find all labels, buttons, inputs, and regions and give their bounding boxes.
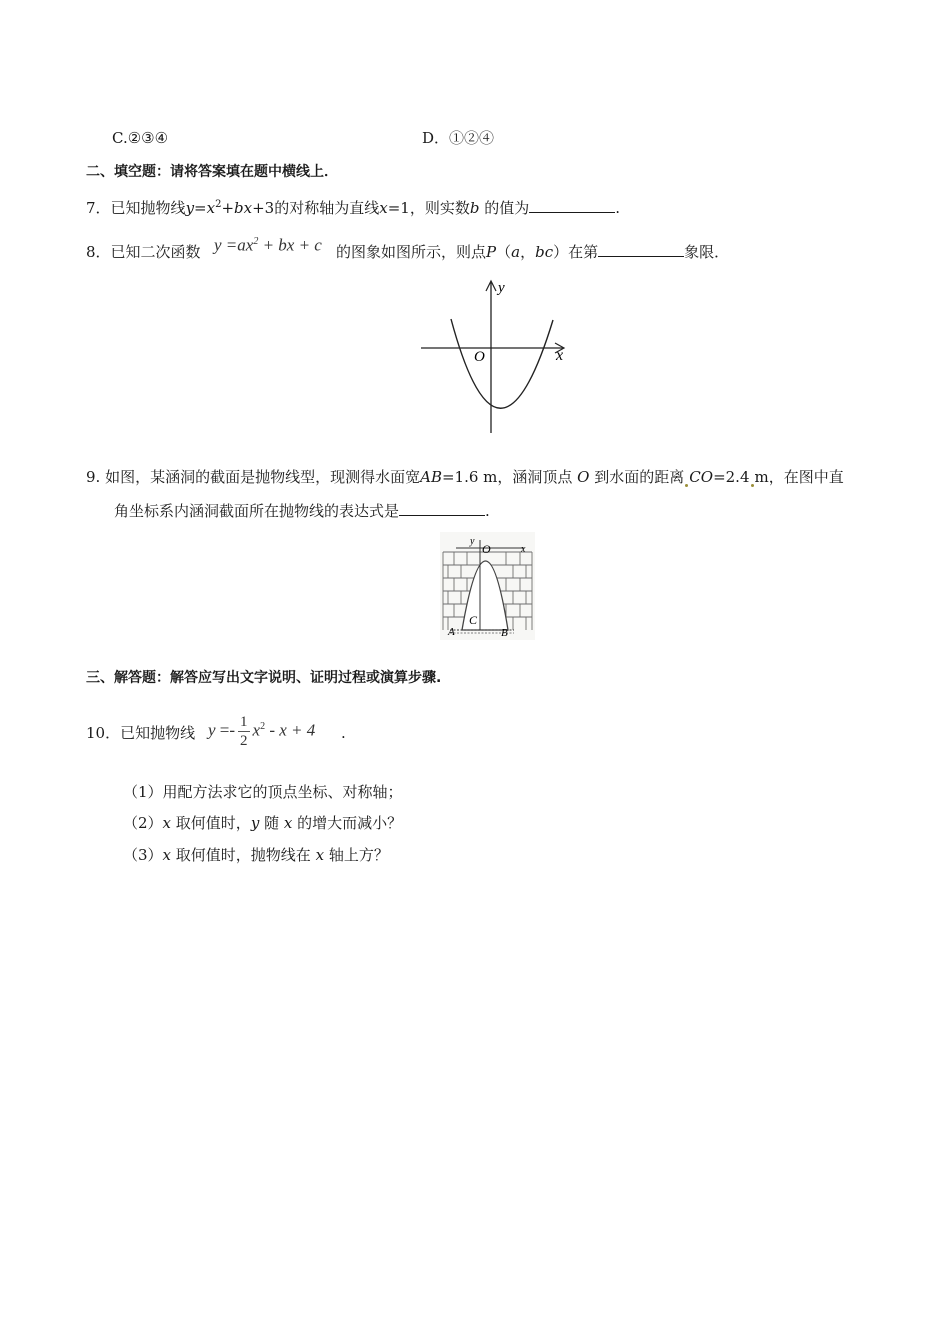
q10-formula-sup: 2 bbox=[260, 721, 266, 732]
option-d bbox=[422, 128, 494, 148]
graph-y-label: y bbox=[498, 280, 505, 296]
q7-text-a: 已知抛物线 bbox=[110, 199, 186, 217]
q7-text-b: 的对称轴为直线 bbox=[274, 199, 380, 217]
q10-sub3-a: （3） bbox=[123, 846, 163, 864]
q10-number: 10． bbox=[86, 724, 121, 742]
culvert-y-label: y bbox=[470, 536, 475, 547]
q10-sub2-d: 的增大而减小？ bbox=[297, 814, 403, 832]
question-10 bbox=[86, 723, 195, 743]
q10-formula-x: x bbox=[252, 720, 261, 740]
question-9-line-2 bbox=[114, 501, 490, 521]
graph-origin-label: O bbox=[474, 349, 485, 365]
q9-line2: 角坐标系内涵洞截面所在抛物线的表达式是 bbox=[114, 502, 400, 520]
q10-formula bbox=[208, 707, 316, 750]
culvert-x-label: x bbox=[521, 544, 526, 555]
q10-fraction-numerator: 1 bbox=[240, 714, 248, 731]
parabola-curve bbox=[451, 319, 553, 408]
option-c-text: ②③④ bbox=[127, 129, 169, 147]
q7-answer-blank[interactable] bbox=[529, 198, 615, 213]
option-c-label: C. bbox=[112, 129, 128, 147]
graph-x-label: x bbox=[556, 347, 564, 364]
q8-answer-blank[interactable] bbox=[598, 242, 684, 257]
section-3-title: 三、解答题：解答应写出文字说明、证明过程或演算步骤. bbox=[86, 670, 442, 686]
q9-line1-b: =1.6 m，涵洞顶点 bbox=[441, 468, 573, 486]
q9-line2-end: . bbox=[485, 502, 490, 520]
q10-sub-1: （1）用配方法求它的顶点坐标、对称轴； bbox=[123, 783, 403, 801]
q9-number: 9. bbox=[86, 468, 101, 486]
q10-formula-y: y bbox=[208, 720, 216, 740]
q9-line1-e: m，在图中直 bbox=[754, 468, 844, 486]
q10-sub-3: （3）x 取何值时，抛物线在 x 轴上方？ bbox=[123, 846, 389, 864]
question-8 bbox=[86, 242, 201, 262]
q10-formula-rest: - x + 4 bbox=[269, 720, 316, 740]
q10-sub2-c: 随 bbox=[264, 814, 280, 832]
q8-parabola-graph bbox=[415, 275, 575, 437]
q7-end: . bbox=[615, 199, 621, 217]
q9-line1-d: =2.4 bbox=[713, 468, 750, 486]
q10-sub-2: （2）x 取何值时，y 随 x 的增大而减小？ bbox=[123, 814, 403, 832]
q10-end: . bbox=[341, 724, 346, 742]
q8-text-a: 已知二次函数 bbox=[110, 243, 201, 261]
question-7: 7．已知抛物线$y=x^2+bx+3$的对称轴为直线x=1，则实数b 的值为 . bbox=[86, 199, 621, 217]
culvert-a-label: A bbox=[448, 626, 455, 638]
culvert-c-label: C bbox=[469, 613, 478, 627]
q8-text-rest: 的图象如图所示，则点P（a，bc）在第 象限． bbox=[336, 243, 730, 261]
q7-text-c: ，则实数 bbox=[409, 199, 470, 217]
section-2-title: 二、填空题：请将答案填在题中横线上． bbox=[86, 164, 338, 180]
q8-text-c: 在第 bbox=[568, 243, 599, 261]
q9-answer-blank[interactable] bbox=[399, 501, 485, 516]
option-c bbox=[112, 128, 168, 148]
culvert-o-label: O bbox=[482, 542, 491, 556]
q8-text-b: 的图象如图所示，则点 bbox=[336, 243, 487, 261]
q10-sub3-c: 轴上方？ bbox=[328, 846, 389, 864]
q9-line1-c: 到水面的距离 bbox=[594, 468, 685, 486]
option-d-text: ①②④ bbox=[449, 129, 495, 147]
q10-fraction-denominator: 2 bbox=[240, 733, 248, 750]
q7-text-d: 的值为 bbox=[484, 199, 530, 217]
q10-sub3-b: 取何值时，抛物线在 bbox=[175, 846, 311, 864]
q10-fraction bbox=[238, 713, 250, 750]
q7-number: 7． bbox=[86, 199, 111, 217]
q10-text-a: 已知抛物线 bbox=[120, 724, 196, 742]
q10-formula-eq: =- bbox=[219, 720, 236, 740]
q9-culvert-figure bbox=[440, 532, 535, 640]
q10-sub2-a: （2） bbox=[123, 814, 163, 832]
q10-sub2-b: 取何值时， bbox=[175, 814, 251, 832]
q8-text-d: 象限． bbox=[684, 243, 730, 261]
option-d-label: D． bbox=[422, 129, 450, 147]
q8-number: 8． bbox=[86, 243, 111, 261]
question-9-line-1: 9. 如图，某涵洞的截面是抛物线型，现测得水面宽AB=1.6 m，涵洞顶点 O 到水面的距离 CO=2.4 m，在图中直 bbox=[86, 468, 844, 486]
q8-formula: $y =ax^2$ + bx + c bbox=[214, 235, 322, 255]
q9-line1-a: 如图，某涵洞的截面是抛物线型，现测得水面宽 bbox=[105, 468, 421, 486]
culvert-b-label: B bbox=[501, 627, 508, 639]
